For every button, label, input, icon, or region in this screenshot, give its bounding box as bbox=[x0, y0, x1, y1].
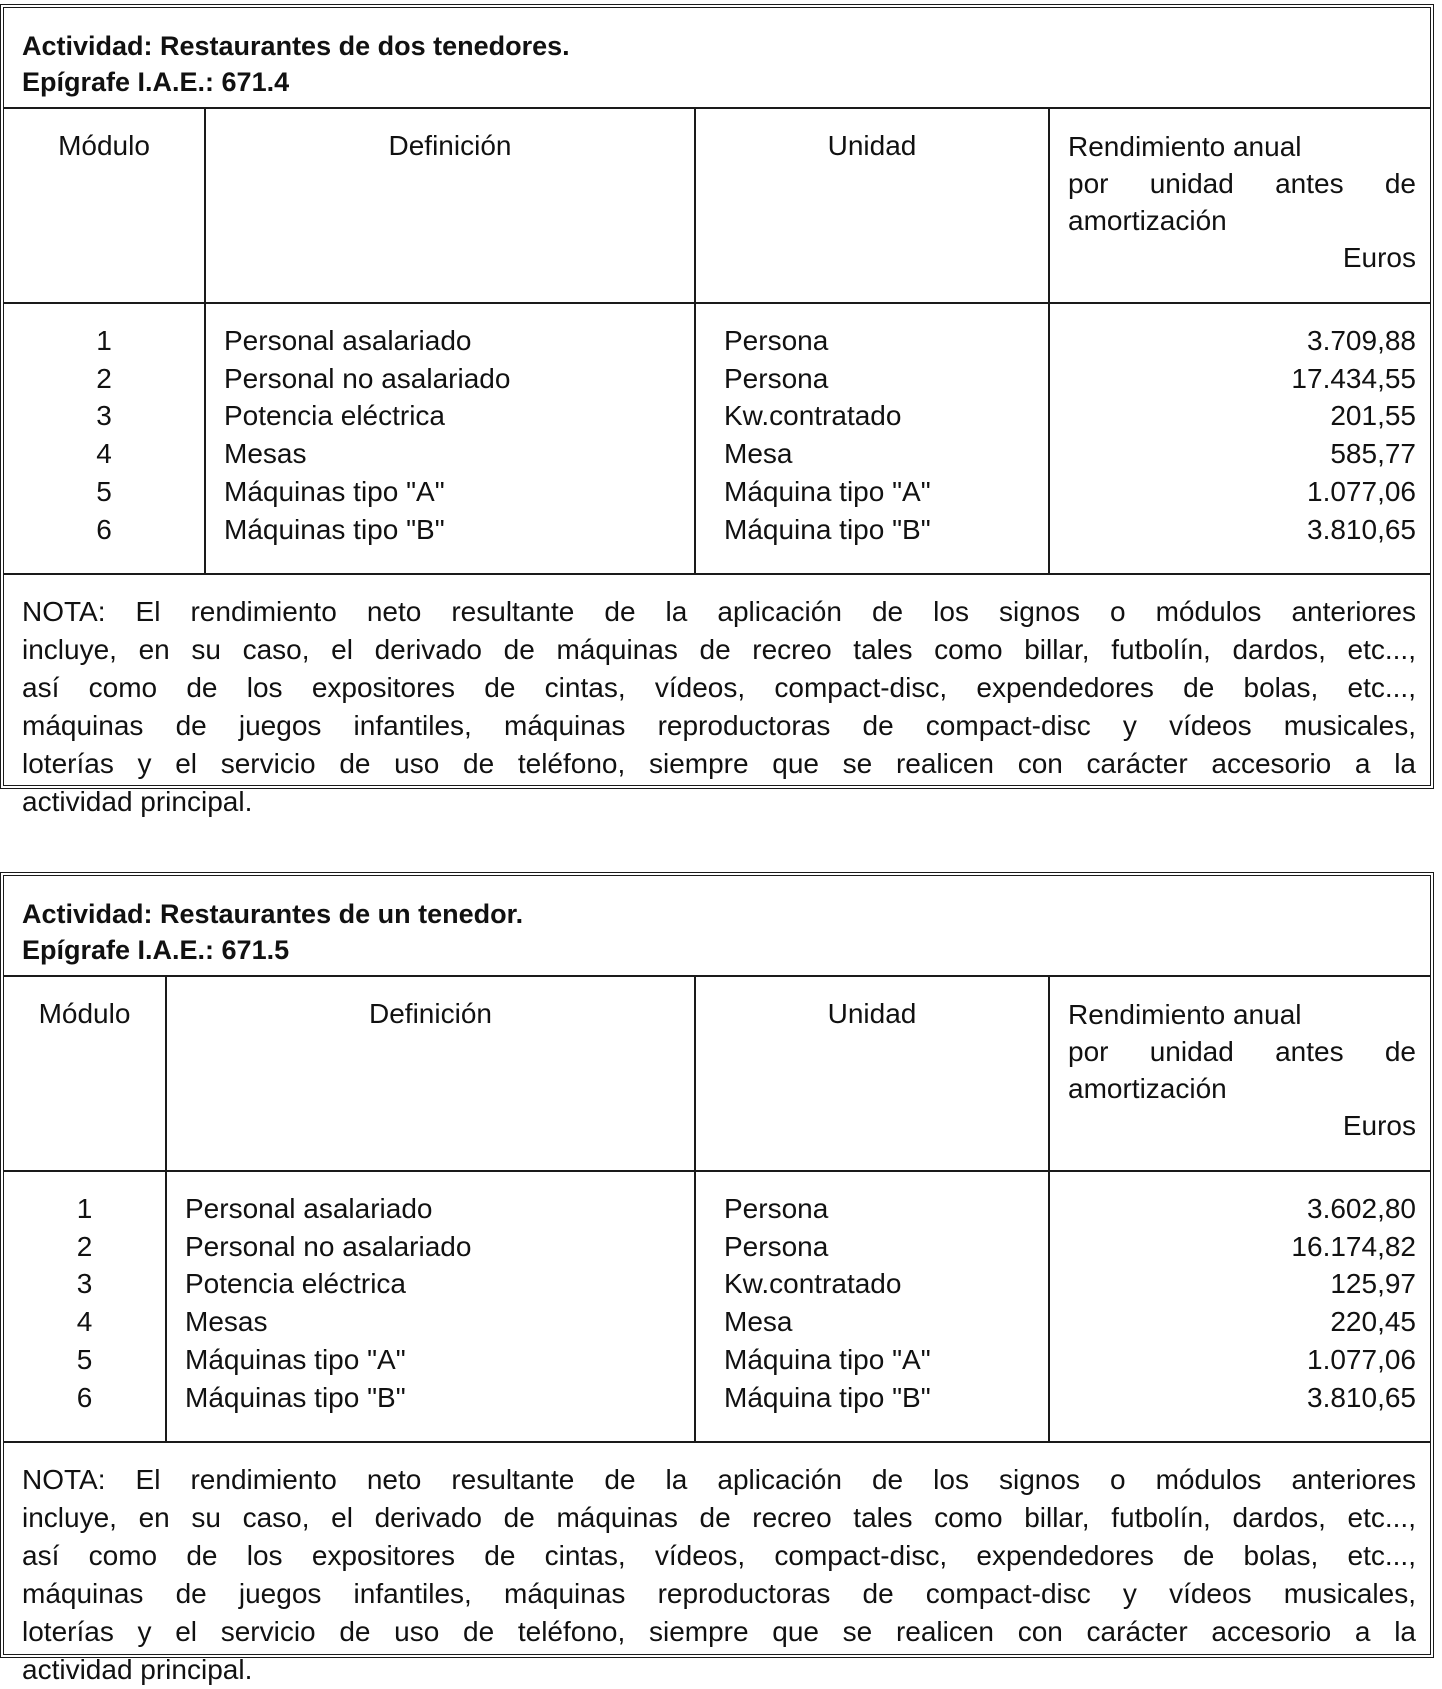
table-cell-modulo: 2 bbox=[76, 1230, 93, 1262]
unidad-column bbox=[695, 1171, 1049, 1441]
table-cell-rendimiento: 585,77 bbox=[1330, 438, 1416, 470]
table-cell-definicion: Máquinas tipo "B" bbox=[224, 513, 445, 545]
nota-line: incluye, en su caso, el derivado de máquinas de recreo tales como billar, futbolín, dardos, etc..., bbox=[22, 634, 1416, 665]
table-cell-modulo: 4 bbox=[96, 438, 112, 470]
modulo-column bbox=[4, 1171, 166, 1441]
table-cell-definicion: Personal no asalariado bbox=[185, 1230, 472, 1262]
table-cell-modulo: 5 bbox=[76, 1343, 93, 1375]
column-header-rendimiento bbox=[1049, 977, 1430, 1171]
table-cell-unidad: Máquina tipo "A" bbox=[724, 1343, 931, 1375]
table-header bbox=[4, 8, 1430, 109]
table-cell-rendimiento: 220,45 bbox=[1330, 1306, 1416, 1338]
table-cell-unidad: Persona bbox=[724, 1230, 829, 1262]
column-header-row bbox=[4, 977, 1430, 1171]
nota-line: NOTA: El rendimiento neto resultante de la aplicación de los signos o módulos anteriores bbox=[22, 1464, 1416, 1495]
nota-line: así como de los expositores de cintas, vídeos, compact-disc, expendedores de bolas, etc..., bbox=[22, 672, 1416, 703]
epigraph-title: Epígrafe I.A.E.: 671.5 bbox=[22, 935, 290, 965]
rendimiento-header-line: amortización bbox=[1068, 1073, 1227, 1104]
column-header-modulo: Módulo bbox=[4, 109, 205, 303]
table-cell-unidad: Kw.contratado bbox=[724, 400, 902, 432]
nota-line: incluye, en su caso, el derivado de máquinas de recreo tales como billar, futbolín, dardos, etc..., bbox=[22, 1502, 1416, 1533]
table-cell-definicion: Personal no asalariado bbox=[224, 362, 511, 394]
table-cell-definicion: Máquinas tipo "A" bbox=[224, 475, 445, 507]
nota-line: actividad principal. bbox=[22, 1654, 253, 1685]
nota-text bbox=[4, 573, 1430, 821]
table-cell-unidad: Persona bbox=[724, 325, 829, 356]
column-header-modulo: Módulo bbox=[4, 977, 166, 1171]
rendimiento-header-line: amortización bbox=[1068, 205, 1227, 236]
table-cell-modulo: 1 bbox=[96, 325, 112, 356]
table-cell-rendimiento: 1.077,06 bbox=[1307, 475, 1416, 507]
rendimiento-column bbox=[1049, 1171, 1430, 1441]
table-cell-definicion: Máquinas tipo "A" bbox=[185, 1343, 406, 1375]
table-body-row bbox=[4, 303, 1430, 573]
nota-line: loterías y el servicio de uso de teléfono, siempre que se realicen con carácter accesorio a la bbox=[22, 748, 1416, 779]
column-header-definicion: Definición bbox=[166, 977, 695, 1171]
module-table-671-4 bbox=[0, 4, 1434, 817]
table-cell-rendimiento: 3.602,80 bbox=[1307, 1193, 1416, 1224]
table-cell-unidad: Mesa bbox=[724, 1306, 793, 1338]
nota-line: loterías y el servicio de uso de teléfono, siempre que se realicen con carácter accesorio a la bbox=[22, 1616, 1416, 1647]
table-cell-unidad: Máquina tipo "B" bbox=[724, 513, 931, 545]
rendimiento-column bbox=[1049, 303, 1430, 573]
rendimiento-header-line: Rendimiento anual bbox=[1068, 131, 1302, 162]
table-cell-modulo: 5 bbox=[96, 475, 112, 507]
table-cell-definicion: Máquinas tipo "B" bbox=[185, 1381, 406, 1413]
rendimiento-header-line: por unidad antes de bbox=[1068, 1036, 1416, 1067]
table-cell-modulo: 3 bbox=[96, 400, 112, 432]
table-cell-definicion: Potencia eléctrica bbox=[224, 400, 446, 432]
table-cell-rendimiento: 3.810,65 bbox=[1307, 1381, 1416, 1413]
activity-title: Actividad: Restaurantes de un tenedor. bbox=[22, 899, 524, 929]
table-cell-unidad: Persona bbox=[724, 1193, 829, 1224]
table-cell-rendimiento: 1.077,06 bbox=[1307, 1343, 1416, 1375]
rendimiento-header-line: por unidad antes de bbox=[1068, 168, 1416, 199]
table-cell-rendimiento: 201,55 bbox=[1330, 400, 1416, 432]
modulo-column bbox=[4, 303, 205, 573]
table-cell-definicion: Mesas bbox=[224, 438, 307, 470]
column-header-unidad: Unidad bbox=[695, 109, 1049, 303]
table-cell-definicion: Personal asalariado bbox=[185, 1193, 433, 1224]
rendimiento-header-line: Rendimiento anual bbox=[1068, 999, 1302, 1030]
modules-table bbox=[4, 977, 1430, 1441]
table-body-row bbox=[4, 1171, 1430, 1441]
definicion-column bbox=[166, 1171, 695, 1441]
rendimiento-header-unit: Euros bbox=[1342, 242, 1416, 273]
table-cell-unidad: Persona bbox=[724, 362, 829, 394]
table-cell-definicion: Personal asalariado bbox=[224, 325, 472, 356]
table-header bbox=[4, 876, 1430, 977]
nota-line: así como de los expositores de cintas, vídeos, compact-disc, expendedores de bolas, etc..., bbox=[22, 1540, 1416, 1571]
column-header-row bbox=[4, 109, 1430, 303]
nota-line: actividad principal. bbox=[22, 786, 253, 817]
nota-line: máquinas de juegos infantiles, máquinas reproductoras de compact-disc y vídeos musicales, bbox=[22, 1578, 1416, 1609]
column-header-rendimiento bbox=[1049, 109, 1430, 303]
rendimiento-header-unit: Euros bbox=[1342, 1110, 1416, 1141]
table-cell-modulo: 6 bbox=[96, 513, 112, 545]
table-cell-unidad: Kw.contratado bbox=[724, 1268, 902, 1300]
nota-line: NOTA: El rendimiento neto resultante de la aplicación de los signos o módulos anteriores bbox=[22, 596, 1416, 627]
modules-table bbox=[4, 109, 1430, 573]
definicion-column bbox=[205, 303, 695, 573]
table-cell-unidad: Máquina tipo "B" bbox=[724, 1381, 931, 1413]
table-cell-modulo: 3 bbox=[76, 1268, 93, 1300]
column-header-definicion: Definición bbox=[205, 109, 695, 303]
table-cell-modulo: 2 bbox=[96, 362, 112, 394]
nota-text bbox=[4, 1441, 1430, 1689]
table-cell-definicion: Potencia eléctrica bbox=[185, 1268, 407, 1300]
table-cell-rendimiento: 3.709,88 bbox=[1307, 325, 1416, 356]
table-cell-modulo: 1 bbox=[76, 1193, 93, 1224]
table-cell-modulo: 6 bbox=[76, 1381, 93, 1413]
module-table-671-5 bbox=[0, 872, 1434, 1685]
table-cell-rendimiento: 3.810,65 bbox=[1307, 513, 1416, 545]
nota-line: máquinas de juegos infantiles, máquinas reproductoras de compact-disc y vídeos musicales, bbox=[22, 710, 1416, 741]
epigraph-title: Epígrafe I.A.E.: 671.4 bbox=[22, 67, 290, 97]
table-cell-rendimiento: 17.434,55 bbox=[1291, 362, 1416, 394]
column-header-unidad: Unidad bbox=[695, 977, 1049, 1171]
unidad-column bbox=[695, 303, 1049, 573]
table-cell-modulo: 4 bbox=[76, 1306, 93, 1338]
table-cell-rendimiento: 125,97 bbox=[1330, 1268, 1416, 1300]
table-cell-unidad: Mesa bbox=[724, 438, 793, 470]
table-cell-rendimiento: 16.174,82 bbox=[1291, 1230, 1416, 1262]
table-cell-definicion: Mesas bbox=[185, 1306, 268, 1338]
activity-title: Actividad: Restaurantes de dos tenedores. bbox=[22, 31, 570, 61]
table-cell-unidad: Máquina tipo "A" bbox=[724, 475, 931, 507]
